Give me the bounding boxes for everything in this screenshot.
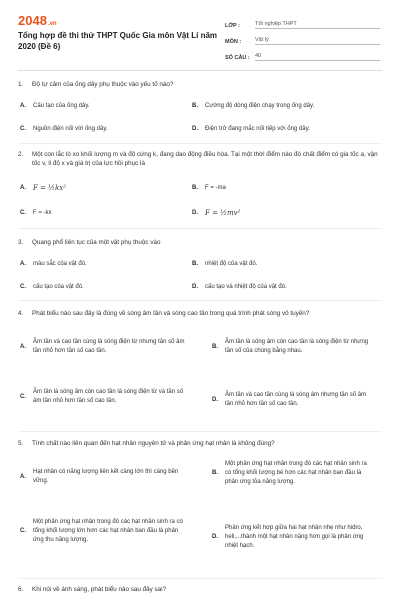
- option-c[interactable]: [20, 209, 190, 218]
- option-text: Nguồn điện nối với ống dây.: [33, 126, 108, 132]
- question-number: 6.: [18, 586, 24, 593]
- option-letter: A.: [20, 473, 26, 480]
- option-letter: D.: [212, 396, 218, 403]
- option-text: Cường độ dòng điện chạy trong ống dây.: [205, 103, 315, 109]
- exam-meta: [225, 13, 380, 61]
- option-text: Cấu tạo của ống dây.: [33, 103, 90, 109]
- option-a[interactable]: [20, 468, 190, 486]
- question-4-options: [20, 338, 370, 428]
- option-text: màu sắc của vật đó.: [33, 261, 87, 267]
- option-d[interactable]: [192, 283, 370, 292]
- option-letter: C.: [20, 393, 26, 400]
- formula-text: F = ½mv²: [205, 209, 241, 217]
- question-divider: [18, 578, 382, 579]
- formula-text: F = ½kx²: [33, 184, 66, 192]
- option-letter: A.: [20, 103, 26, 109]
- question-1-options: [20, 102, 370, 142]
- question-text: Độ tự cảm của ống dây phụ thuộc vào yếu tố nào?: [32, 81, 174, 88]
- meta-value: Tốt nghiệp THPT: [255, 21, 380, 29]
- option-letter: D.: [192, 284, 198, 290]
- question-divider: [18, 143, 382, 144]
- page-title: Tổng hợp đề thi thử THPT Quốc Gia môn Vật Lí năm 2020 (Đề 6): [18, 31, 218, 51]
- option-a[interactable]: [20, 102, 190, 111]
- question-text: Tính chất nào liên quan đến hạt nhân nguyên tử và phản ứng hạt nhân là không đúng?: [32, 440, 275, 447]
- meta-value: 40: [255, 53, 380, 61]
- question-divider: [18, 431, 382, 432]
- question-divider: [18, 300, 382, 301]
- option-letter: B.: [192, 261, 198, 267]
- option-letter: C.: [20, 210, 26, 216]
- meta-row-class: [225, 13, 380, 29]
- option-text: Một phản ứng hạt nhân trong đó các hạt nhân sinh ra có tổng khối lượng bé hơn các hạt nhân ban đầu là phản ứng tỏa năng lượng.: [225, 461, 367, 485]
- question-number: 3.: [18, 239, 24, 246]
- option-b[interactable]: [192, 102, 370, 111]
- option-text: Âm tần và cao tần cùng là sóng âm nhưng tần số âm tần nhỏ hơn tần số cao tần.: [225, 392, 367, 407]
- option-text: Hạt nhân có năng lượng liên kết càng lớn thì càng bền vững.: [33, 469, 179, 484]
- option-letter: C.: [20, 126, 26, 132]
- logo-suffix: .vn: [47, 21, 57, 27]
- question-divider: [18, 228, 382, 229]
- question-text: Phát biểu nào sau đây là đúng về sóng âm tần và sóng cao tần trong quá trình phát sóng vô tuyến?: [32, 310, 310, 317]
- question-number: 4.: [18, 310, 24, 317]
- question-number: 1.: [18, 81, 24, 88]
- option-text: cấu tạo của vật đó.: [33, 284, 84, 290]
- option-letter: B.: [212, 343, 218, 350]
- meta-label: LỚP :: [225, 23, 240, 29]
- option-letter: D.: [212, 534, 218, 540]
- question-text: Khi nói về ánh sáng, phát biểu nào sau đây sai?: [32, 586, 167, 593]
- meta-label: MÔN :: [225, 39, 242, 45]
- option-letter: D.: [192, 210, 198, 216]
- meta-value: Vật lý: [255, 37, 380, 45]
- option-letter: B.: [192, 185, 198, 191]
- option-letter: A.: [20, 185, 26, 191]
- option-b[interactable]: [192, 184, 370, 193]
- question-5: [18, 439, 382, 448]
- question-4: [18, 309, 382, 318]
- question-text: Quang phổ liên tục của một vật phụ thuộc vào: [32, 239, 161, 246]
- question-6: [18, 585, 382, 594]
- option-c[interactable]: [20, 388, 190, 406]
- option-text: F = -kx: [33, 210, 52, 216]
- question-number: 2.: [18, 151, 24, 158]
- option-text: Âm tần là sóng âm còn cao tần là sóng điện từ và tần số âm tần nhỏ hơn tần số cao tần.: [33, 389, 184, 404]
- option-letter: C.: [20, 528, 26, 534]
- header-divider: [18, 70, 382, 71]
- question-5-options: [20, 460, 370, 572]
- option-text: Một phản ứng hạt nhân trong đó các hạt nhân sinh ra có tổng khối lượng lớn hơn các hạt nhân ban đầu là phản ứng thu năng lượng.: [33, 519, 183, 543]
- logo-text: 2048: [18, 13, 47, 28]
- option-d[interactable]: [192, 125, 370, 134]
- question-3: [18, 238, 382, 247]
- question-1: [18, 80, 382, 89]
- option-text: Điện trở đang mắc nối tiếp với ống dây.: [205, 126, 310, 132]
- option-text: cấu tạo và nhiệt độ của vật đó.: [205, 284, 287, 290]
- meta-label: SỐ CÂU :: [225, 55, 250, 61]
- option-b[interactable]: [212, 460, 370, 487]
- option-letter: D.: [192, 126, 198, 132]
- question-number: 5.: [18, 440, 24, 447]
- option-a[interactable]: [20, 338, 190, 356]
- option-a[interactable]: [20, 184, 190, 193]
- option-text: Âm tần là sóng âm còn cao tần là sóng điện từ nhưng tần số của chúng bằng nhau.: [225, 339, 369, 354]
- question-3-options: [20, 260, 370, 300]
- option-d[interactable]: [212, 524, 370, 551]
- option-c[interactable]: [20, 283, 190, 292]
- option-letter: A.: [20, 261, 26, 267]
- option-b[interactable]: [192, 260, 370, 269]
- option-text: Âm tần và cao tần cùng là sóng điện từ nhưng tần số âm tần nhỏ hơn tần số cao tần.: [33, 339, 185, 354]
- option-text: nhiệt độ của vật đó.: [205, 261, 258, 267]
- option-c[interactable]: [20, 125, 190, 134]
- option-b[interactable]: [212, 338, 370, 356]
- question-2-options: [20, 182, 370, 226]
- option-d[interactable]: [192, 209, 370, 218]
- option-letter: B.: [212, 470, 218, 476]
- meta-row-subject: [225, 29, 380, 45]
- option-letter: C.: [20, 284, 26, 290]
- option-a[interactable]: [20, 260, 190, 269]
- option-d[interactable]: [212, 391, 370, 409]
- question-2: [18, 150, 382, 168]
- option-c[interactable]: [20, 518, 190, 545]
- option-text: F = -ma: [205, 185, 226, 191]
- question-text: Một con lắc lò xo khối lượng m và độ cứng k, đang dao động điều hòa. Tại một thời điểm nào đó chất điểm có gia tốc a, vận tốc v, li độ x và giá trị của lực hồi phục là: [32, 151, 378, 167]
- meta-row-count: [225, 45, 380, 61]
- option-text: Phản ứng kết hợp giữa hai hạt nhân nhẹ như hidro, heli,...thành một hạt nhân nặng hơn gọi là phản ứng nhiệt hạch.: [225, 525, 364, 549]
- site-logo[interactable]: [18, 13, 57, 28]
- option-letter: A.: [20, 343, 26, 350]
- option-letter: B.: [192, 103, 198, 109]
